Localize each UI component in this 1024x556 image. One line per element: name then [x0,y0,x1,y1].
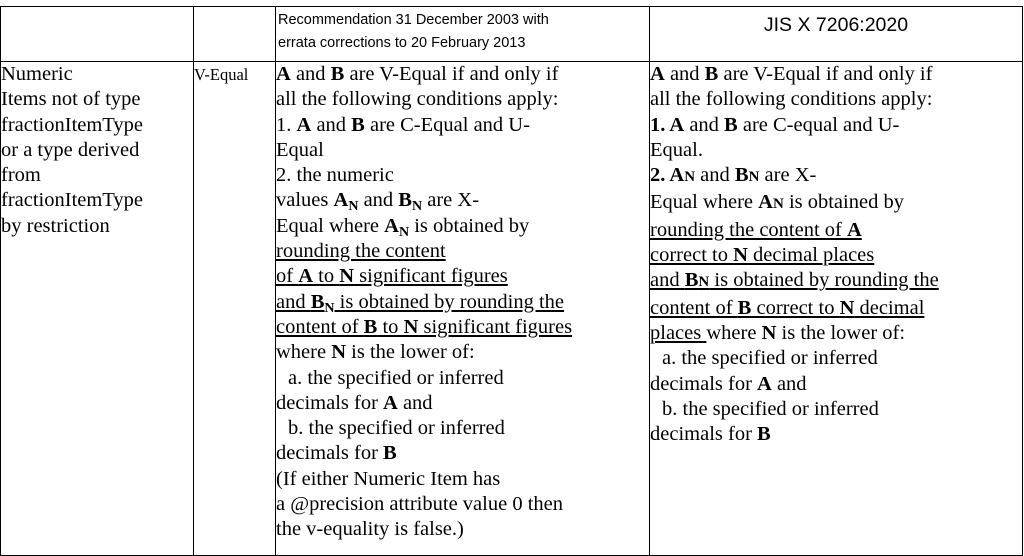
header-blank-cell-1 [1,7,194,62]
jis-text-cell [650,62,1023,556]
header-recommendation [276,7,650,62]
rec-line-2: all the following conditions apply: [276,88,559,111]
rec-line-4: Equal [276,138,324,161]
recommendation-header-line-1: Recommendation 31 December 2003 with [278,12,549,28]
rec-line-9: of A to N significant figures [276,265,508,288]
rec-line-7: Equal where $A_N$ is obtained by [276,214,530,240]
rec-line-12: where N is the lower of: [276,341,475,364]
equality-type-label: V-Equal [194,65,249,84]
comparison-table [0,6,1023,556]
rec-line-6: values $A_N$ and $B_N$ are X- [276,189,480,215]
jis-line-5: 2. AN and BN are X- [650,164,817,187]
rec-line-13: a. the specified or inferred [288,366,504,389]
equality-type-cell [194,62,276,556]
jis-line-8: correct to N decimal places [650,244,875,267]
item-type-line: fractionItemType [1,189,143,212]
recommendation-header-line-2: errata corrections to 20 February 2013 [278,35,526,51]
jis-line-7: rounding the content of A [650,218,862,241]
rec-line-18: a @precision attribute value 0 then [276,493,563,516]
jis-line-2: all the following conditions apply: [650,88,933,111]
rec-line-15: b. the specified or inferred [288,417,505,440]
jis-line-12: a. the specified or inferred [662,347,878,370]
jis-header-title: JIS X 7206:2020 [763,14,909,36]
rec-line-11: content of B to N significant figures [276,315,573,338]
jis-line-1: A and B are V-Equal if and only if [650,63,933,85]
rec-line-16: decimals for B [276,442,397,465]
rec-line-17: (If either Numeric Item has [276,467,501,490]
jis-line-9: and BN is obtained by rounding the [650,269,939,292]
item-type-line: Items not of type [1,88,141,111]
header-blank-cell-2 [194,7,276,62]
item-type-cell [1,62,194,556]
rec-line-14: decimals for A and [276,391,433,414]
jis-line-6: Equal where AN is obtained by [650,191,904,214]
item-type-line: fractionItemType [1,113,143,136]
rec-line-19: the v-equality is false.) [276,518,464,541]
jis-line-11: places where N is the lower of: [650,321,906,344]
jis-line-13: decimals for A and [650,372,807,395]
item-type-line: by restriction [1,214,110,237]
item-type-line: or a type derived [1,138,140,161]
jis-line-3: 1. A and B are C-equal and U- [650,113,900,136]
rec-line-8: rounding the content [276,240,446,263]
jis-line-14: b. the specified or inferred [662,397,879,420]
rec-line-10: and $B_N$ is obtained by rounding the [276,290,565,316]
rec-line-1: A and B are V-Equal if and only if [276,63,559,85]
jis-line-4: Equal. [650,138,703,161]
rec-line-3: 1. A and B are C-Equal and U- [276,113,530,136]
rec-line-5: 2. the numeric [276,164,394,187]
header-jis [650,7,1023,62]
body-row [1,62,1023,556]
jis-line-10: content of B correct to N decimal [650,296,925,319]
recommendation-text-cell [276,62,650,556]
jis-line-15: decimals for B [650,423,771,446]
item-type-line: from [1,164,41,187]
header-row [1,7,1023,62]
item-type-line: Numeric [1,63,73,85]
